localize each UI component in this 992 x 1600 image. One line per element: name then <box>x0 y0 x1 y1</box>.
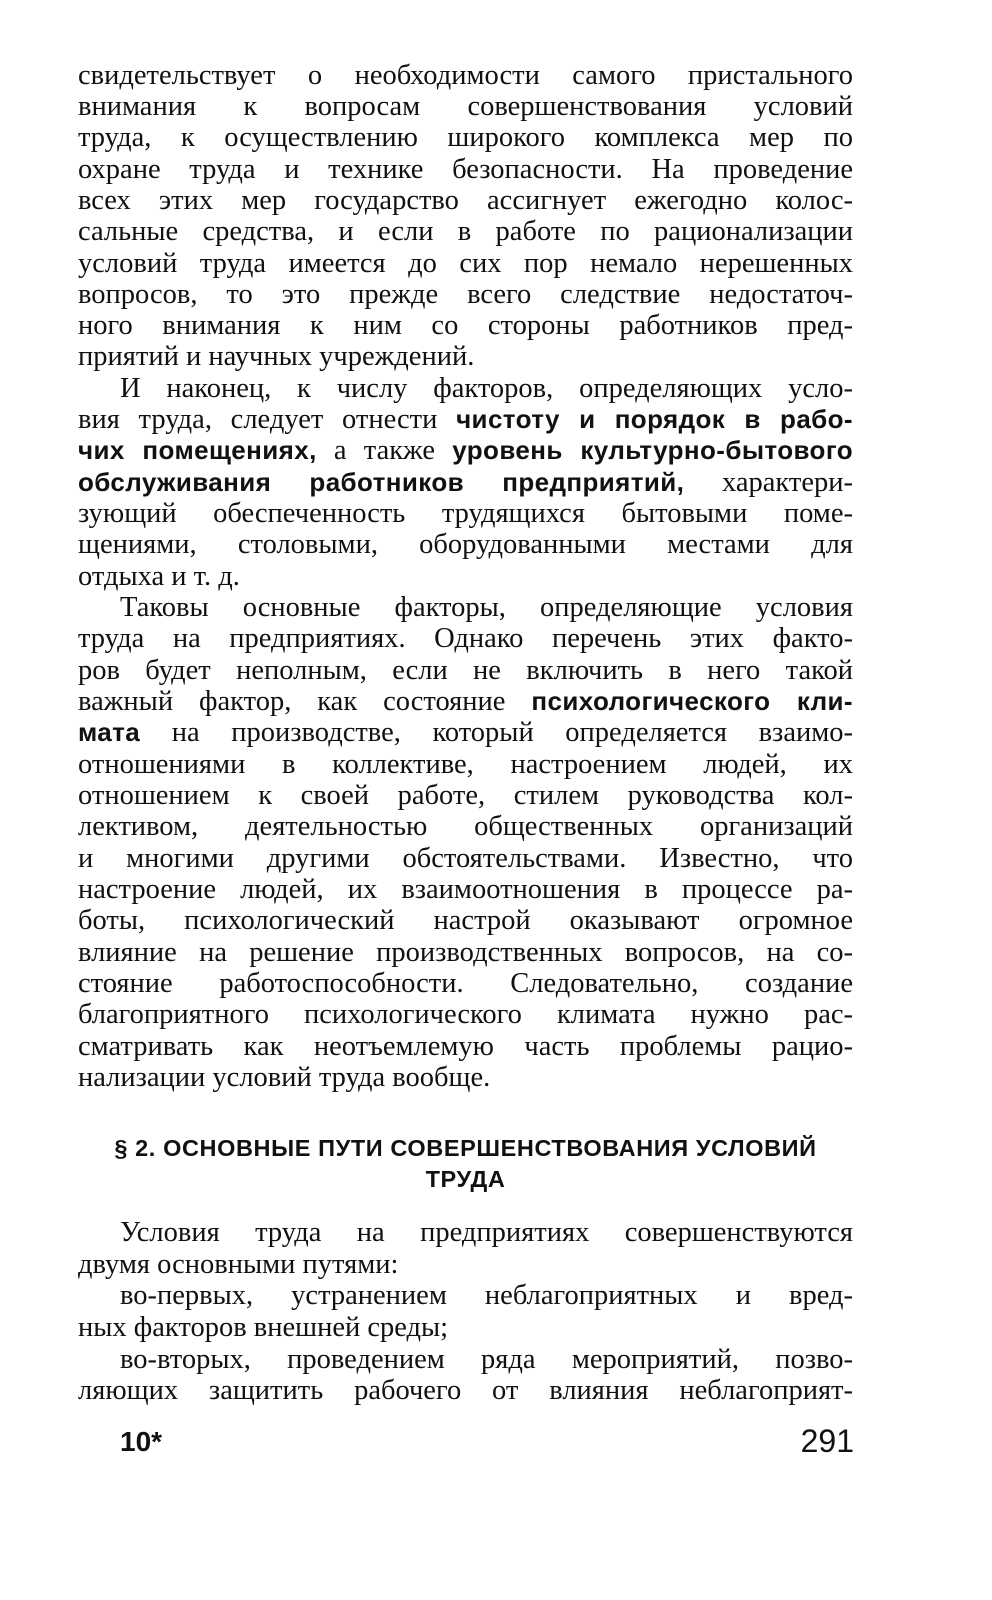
text-line: внимания к вопросам совершенствования условий <box>78 91 853 122</box>
text-line <box>78 686 853 718</box>
text-line: ров будет неполным, если не включить в него такой <box>78 655 853 686</box>
text-line: отдыха и т. д. <box>78 561 240 592</box>
text-line <box>78 467 853 499</box>
text-line: влияние на решение производственных вопросов, на со- <box>78 937 853 968</box>
text-line: двумя основными путями: <box>78 1249 399 1280</box>
text-line: щениями, столовыми, оборудованными местами для <box>78 529 853 560</box>
text-line: труда на предприятиях. Однако перечень этих факто- <box>78 623 853 654</box>
text-line: ного внимания к ним со стороны работников пред- <box>78 310 853 341</box>
text-line: отношениями в коллективе, настроением людей, их <box>78 749 853 780</box>
text-line: ных факторов внешней среды; <box>78 1312 449 1343</box>
page-number: 291 <box>800 1423 854 1459</box>
text-line: Условия труда на предприятиях совершенствуются <box>120 1217 853 1248</box>
text-line: приятий и научных учреждений. <box>78 341 475 372</box>
text-line: зующий обеспеченность трудящихся бытовыми поме- <box>78 498 853 529</box>
text-line <box>78 435 853 467</box>
text-run: на производстве, который определяется взаимо- <box>140 717 853 748</box>
text-line: стояние работоспособности. Следовательно, создание <box>78 968 853 999</box>
bold-term: мата <box>78 717 141 747</box>
bold-term: уровень культурно-бытового <box>452 435 853 465</box>
text-line: всех этих мер государство ассигнует ежегодно колос- <box>78 185 853 216</box>
text-line: отношением к своей работе, стилем руководства кол- <box>78 780 853 811</box>
text-line: И наконец, к числу факторов, определяющих усло- <box>120 373 853 404</box>
text-line: благоприятного психологического климата нужно рас- <box>78 999 853 1030</box>
text-run: вия труда, следует отнести <box>78 404 457 435</box>
text-line: боты, психологический настрой оказывают огромное <box>78 905 853 936</box>
text-line: нализации условий труда вообще. <box>78 1062 491 1093</box>
text-line: свидетельствует о необходимости самого пристального <box>78 60 853 91</box>
printer-signature-mark: 10* <box>120 1426 163 1457</box>
bold-term: чих помещениях, <box>78 435 317 465</box>
text-line: Таковы основные факторы, определяющие условия <box>120 592 853 623</box>
bold-term: психологического кли- <box>531 686 853 716</box>
text-run: а также <box>316 435 453 466</box>
text-line <box>78 717 853 749</box>
text-line: ляющих защитить рабочего от влияния неблагоприят- <box>78 1375 853 1406</box>
text-line: лективом, деятельностью общественных организаций <box>78 811 853 842</box>
text-run: важный фактор, как состояние <box>78 686 532 717</box>
section-heading-continued: ТРУДА <box>425 1166 506 1192</box>
text-line: сматривать как неотъемлемую часть проблемы рацио- <box>78 1031 853 1062</box>
text-line: во-первых, устранением неблагоприятных и вред- <box>120 1280 853 1311</box>
text-line: настроение людей, их взаимоотношения в процессе ра- <box>78 874 853 905</box>
text-line: охране труда и технике безопасности. На проведение <box>78 154 853 185</box>
bold-term: обслуживания работников предприятий, <box>78 467 685 497</box>
text-line: сальные средства, и если в работе по рационализации <box>78 216 853 247</box>
text-line: во-вторых, проведением ряда мероприятий, позво- <box>120 1344 853 1375</box>
section-heading: § 2. ОСНОВНЫЕ ПУТИ СОВЕРШЕНСТВОВАНИЯ УСЛОВИЙ <box>114 1135 817 1161</box>
text-line <box>78 404 853 436</box>
text-line: и многими другими обстоятельствами. Известно, что <box>78 843 853 874</box>
text-line: условий труда имеется до сих пор немало нерешенных <box>78 248 853 279</box>
text-line: труда, к осуществлению широкого комплекса мер по <box>78 122 853 153</box>
bold-term: чистоту и порядок в рабо- <box>456 404 853 434</box>
text-line: вопросов, то это прежде всего следствие недостаточ- <box>78 279 853 310</box>
text-run: характери- <box>684 467 853 498</box>
